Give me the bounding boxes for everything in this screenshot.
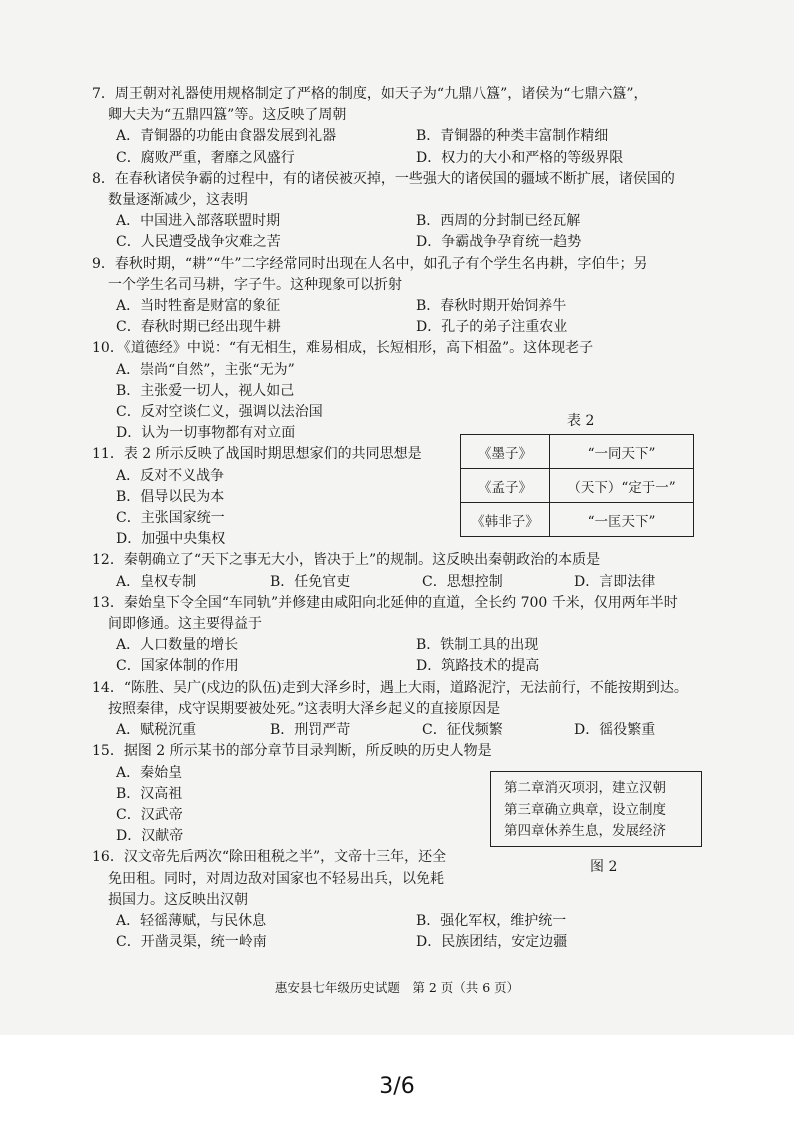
option-d: D．争霸战争孕育统一趋势	[416, 234, 582, 251]
question-stem: 间即修通。这主要得益于	[108, 616, 262, 633]
option-c: C．开凿灵渠，统一岭南	[116, 934, 267, 951]
question-10	[92, 338, 704, 444]
option-d: D．加强中央集权	[116, 531, 226, 548]
question-stem: 9．春秋时期，“耕”“牛”二字经常同时出现在人名中，如孔子有个学生名冉耕，字伯牛；另	[92, 255, 648, 272]
option-a: A．秦始皇	[116, 764, 183, 781]
table-2	[460, 434, 694, 537]
question-12	[92, 550, 704, 592]
option-c: C．思想控制	[422, 573, 503, 590]
option-b: B．刑罚严苛	[270, 722, 351, 739]
option-a: A．反对不义战争	[116, 467, 225, 484]
table-cell-quote: （天下）“定于一”	[550, 469, 694, 503]
table-cell-book: 《韩非子》	[461, 503, 550, 537]
option-a: A．崇尚“自然”，主张“无为”	[116, 361, 295, 378]
question-stem: 13．秦始皇下令全国“车同轨”并修建由咸阳向北延伸的直道，全长约 700 千米，仅用两年半时	[92, 594, 678, 611]
option-c: C．腐败严重，奢靡之风盛行	[116, 149, 295, 166]
option-a: A．皇权专制	[116, 573, 197, 590]
question-stem: 损国力。这反映出汉朝	[108, 891, 248, 908]
option-b: B．铁制工具的出现	[416, 637, 539, 654]
table-row	[461, 469, 694, 503]
question-stem: 免田租。同时，对周边敌对国家也不轻易出兵，以免耗	[108, 870, 444, 887]
table-cell-book: 《墨子》	[461, 435, 550, 469]
question-stem: 数量逐渐减少，这表明	[108, 192, 248, 209]
option-c: C．反对空谈仁义，强调以法治国	[116, 404, 323, 421]
table-row	[461, 503, 694, 537]
question-stem: 卿大夫为“五鼎四簋”等。这反映了周朝	[108, 107, 347, 124]
option-b: B．西周的分封制已经瓦解	[416, 213, 581, 230]
question-9	[92, 254, 704, 339]
question-stem: 15．据图 2 所示某书的部分章节目录判断，所反映的历史人物是	[92, 743, 492, 760]
option-c: C．汉武帝	[116, 806, 183, 823]
option-d: D．筑路技术的提高	[416, 658, 540, 675]
figure-2-chapter-list	[490, 771, 702, 847]
option-d: D．徭役繁重	[574, 722, 656, 739]
option-d: D．民族团结，安定边疆	[416, 934, 568, 951]
option-a: A．人口数量的增长	[116, 637, 239, 654]
option-b: B．主张爱一切人，视人如己	[116, 382, 295, 399]
option-d: D．孔子的弟子注重农业	[416, 319, 568, 336]
table-row	[461, 435, 694, 469]
page-footer: 惠安县七年级历史试题 第 2 页（共 6 页）	[274, 980, 520, 995]
question-14	[92, 678, 704, 742]
question-stem: 按照秦律，戍守误期要被处死。”这表明大泽乡起义的直接原因是	[108, 700, 501, 717]
question-stem: 12．秦朝确立了“天下之事无大小，皆决于上”的规制。这反映出秦朝政治的本质是	[92, 552, 601, 569]
question-stem: 16．汉文帝先后两次“除田租税之半”，文帝十三年，还全	[92, 849, 447, 866]
option-b: B．倡导以民为本	[116, 488, 225, 505]
table-2-caption: 表 2	[567, 413, 595, 429]
option-d: D．汉献帝	[116, 828, 184, 845]
option-c: C．主张国家统一	[116, 510, 225, 527]
option-a: A．轻徭薄赋，与民休息	[116, 912, 267, 929]
question-stem: 一个学生名司马耕，字子牛。这种现象可以折射	[108, 276, 402, 293]
question-13	[92, 593, 704, 678]
table-cell-book: 《孟子》	[461, 469, 550, 503]
option-c: C．春秋时期已经出现牛耕	[116, 319, 281, 336]
option-b: B．汉高祖	[116, 785, 183, 802]
chapter-line: 第三章确立典章，设立制度	[504, 801, 666, 818]
question-stem: 10．《道德经》中说：“有无相生，难易相成，长短相形，高下相盈”。这体现老子	[92, 340, 594, 357]
option-a: A．赋税沉重	[116, 722, 197, 739]
table-cell-quote: “一匡天下”	[550, 503, 694, 537]
option-c: C．国家体制的作用	[116, 658, 239, 675]
table-cell-quote: “一同天下”	[550, 435, 694, 469]
question-stem: 7．周王朝对礼器使用规格制定了严格的制度，如天子为“九鼎八簋”，诸侯为“七鼎六簋”，	[92, 86, 648, 102]
option-d: D．言即法律	[574, 573, 656, 590]
option-a: A．当时牲畜是财富的象征	[116, 298, 281, 315]
option-c: C．人民遭受战争灾难之苦	[116, 234, 281, 251]
option-b: B．强化军权，维护统一	[416, 912, 567, 929]
option-d: D．认为一切事物都有对立面	[116, 425, 296, 442]
option-b: B．春秋时期开始饲养牛	[416, 298, 567, 315]
chapter-line: 第四章休养生息，发展经济	[504, 823, 666, 839]
question-stem: 14．“陈胜、吴广(戍边的队伍)走到大泽乡时，遇上大雨，道路泥泞，无法前行，不能按期到达。	[92, 679, 688, 696]
question-stem: 11．表 2 所示反映了战国时期思想家们的共同思想是	[92, 446, 422, 463]
question-7	[92, 84, 704, 169]
question-8	[92, 169, 704, 254]
chapter-line: 第二章消灭项羽，建立汉朝	[504, 780, 666, 796]
option-a: A．中国进入部落联盟时期	[116, 213, 281, 230]
page-indicator: 3/6	[379, 1074, 415, 1099]
option-b: B．青铜器的种类丰富制作精细	[416, 128, 609, 145]
figure-2-caption: 图 2	[590, 859, 618, 875]
option-b: B．任免官吏	[270, 573, 351, 590]
option-d: D．权力的大小和严格的等级界限	[416, 149, 624, 166]
question-stem: 8．在春秋诸侯争霸的过程中，有的诸侯被灭掉，一些强大的诸侯国的疆域不断扩展，诸侯国的	[92, 170, 675, 187]
option-c: C．征伐频繁	[422, 722, 503, 739]
option-a: A．青铜器的功能由食器发展到礼器	[116, 128, 337, 145]
